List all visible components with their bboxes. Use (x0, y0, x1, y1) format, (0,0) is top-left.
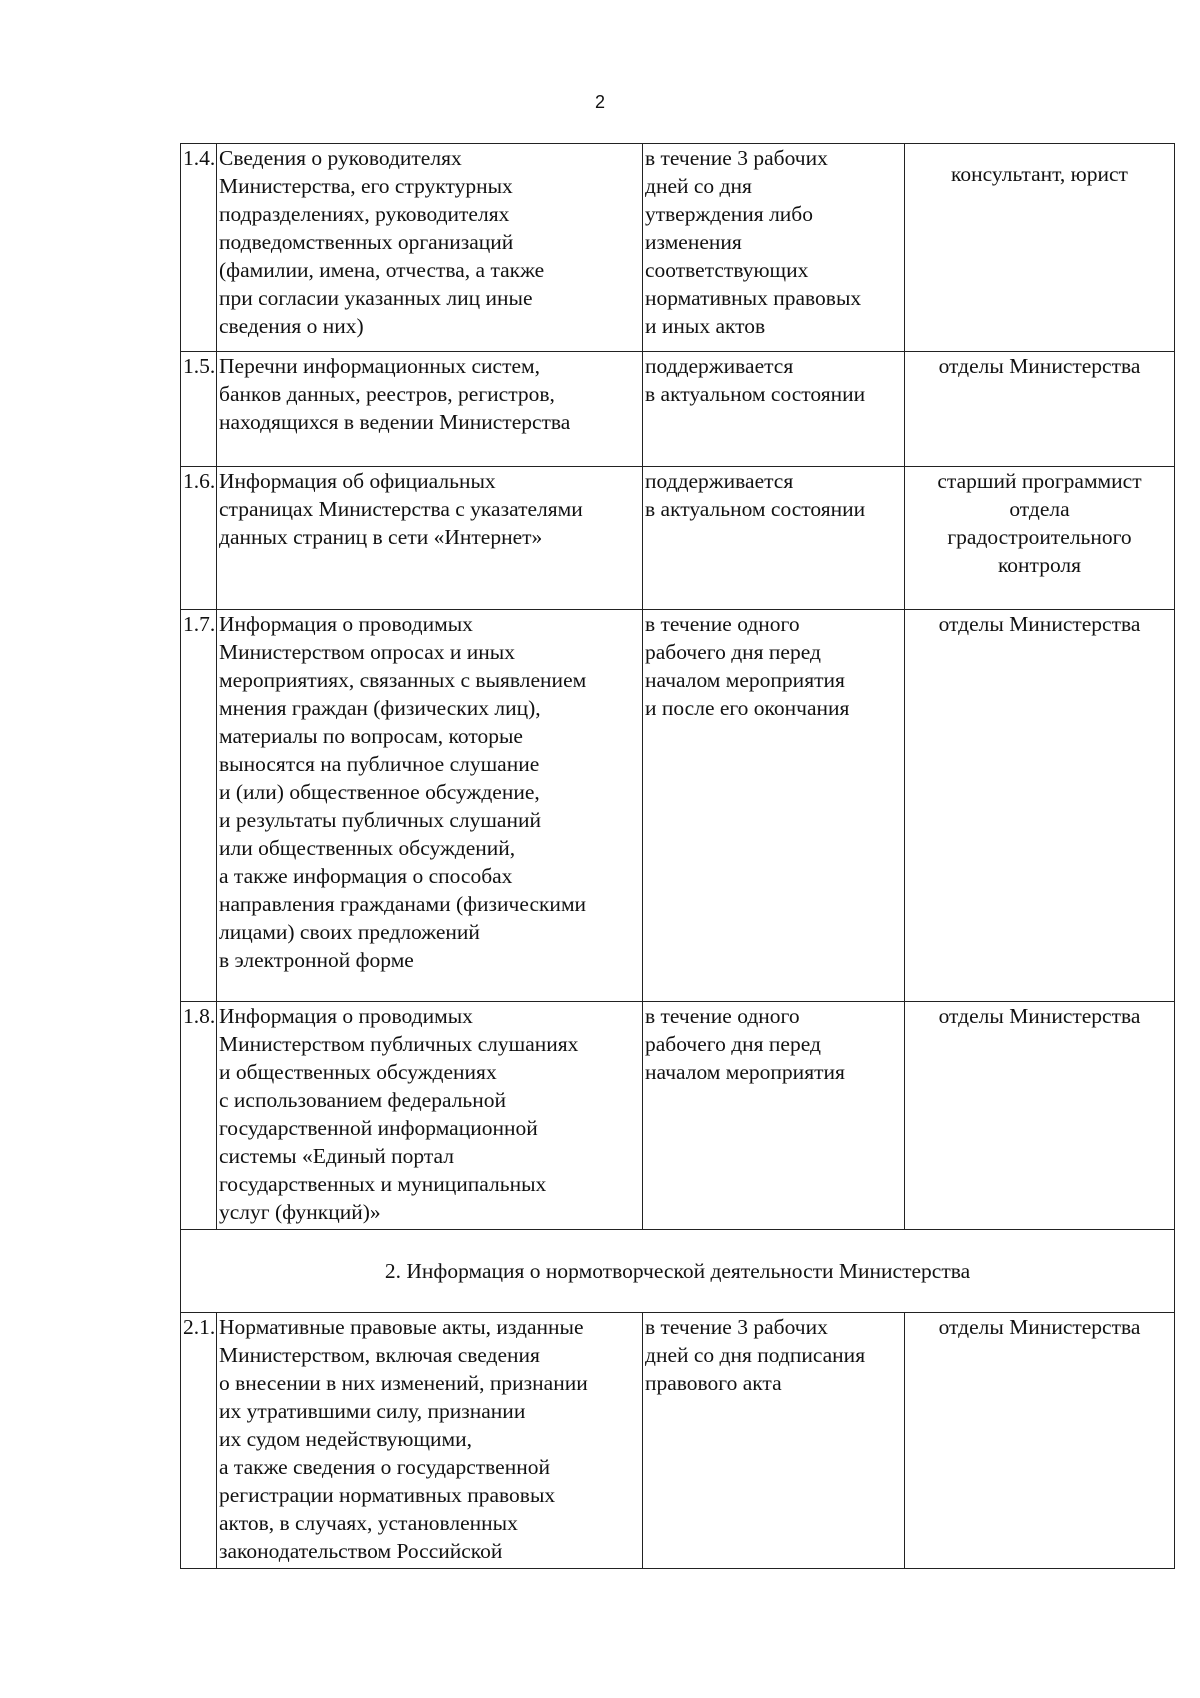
term-cell: в течение 3 рабочих дней со дня подписания правового акта (643, 1313, 905, 1569)
responsible-cell: отделы Министерства (905, 352, 1175, 467)
table-row (181, 144, 1175, 352)
information-cell: Информация о проводимых Министерством публичных слушаниях и общественных обсуждениях с использованием федеральной государственной информационной системы «Единый портал государственных и муниципальных услуг (функций)» (217, 1002, 643, 1230)
information-cell: Сведения о руководителях Министерства, его структурных подразделениях, руководителях подведомственных организаций (фамилии, имена, отчества, а также при согласии указанных лиц иные сведения о них) (217, 144, 643, 352)
responsible-cell: старший программист отдела градостроительного контроля (905, 467, 1175, 610)
information-cell: Информация об официальных страницах Министерства с указателями данных страниц в сети «Интернет» (217, 467, 643, 610)
responsible-cell: отделы Министерства (905, 1313, 1175, 1569)
table-row (181, 1002, 1175, 1230)
row-number: 1.8. (181, 1002, 217, 1230)
term-cell: поддерживается в актуальном состоянии (643, 467, 905, 610)
page-number: 2 (594, 92, 605, 112)
responsible-cell: отделы Министерства (905, 610, 1175, 1002)
information-cell: Нормативные правовые акты, изданные Министерством, включая сведения о внесении в них изменений, признании их утратившими силу, признании их судом недействующими, а также сведения о государственной регистрации нормативных правовых актов, в случаях, установленных законодательством Российской (217, 1313, 643, 1569)
information-cell: Информация о проводимых Министерством опросах и иных мероприятиях, связанных с выявлением мнения граждан (физических лиц), материалы по вопросам, которые выносятся на публичное слушание и (или) общественное обсуждение, и результаты публичных слушаний или общественных обсуждений, а также информация о способах направления гражданами (физическими лицами) своих предложений в электронной форме (217, 610, 643, 1002)
table-row (181, 467, 1175, 610)
table-row (181, 352, 1175, 467)
term-cell: в течение одного рабочего дня перед началом мероприятия (643, 1002, 905, 1230)
term-cell: в течение одного рабочего дня перед началом мероприятия и после его окончания (643, 610, 905, 1002)
responsible-cell: консультант, юрист (905, 144, 1175, 352)
row-number: 1.6. (181, 467, 217, 610)
table-row (181, 1313, 1175, 1569)
information-cell: Перечни информационных систем, банков данных, реестров, регистров, находящихся в ведении Министерства (217, 352, 643, 467)
responsible-cell: отделы Министерства (905, 1002, 1175, 1230)
row-number: 2.1. (181, 1313, 217, 1569)
term-cell: поддерживается в актуальном состоянии (643, 352, 905, 467)
section-header-row (181, 1230, 1175, 1313)
row-number: 1.7. (181, 610, 217, 1002)
table-row (181, 610, 1175, 1002)
section-title: 2. Информация о нормотворческой деятельности Министерства (181, 1230, 1175, 1313)
term-cell: в течение 3 рабочих дней со дня утверждения либо изменения соответствующих нормативных правовых и иных актов (643, 144, 905, 352)
row-number: 1.5. (181, 352, 217, 467)
row-number: 1.4. (181, 144, 217, 352)
information-table (180, 143, 1175, 1569)
